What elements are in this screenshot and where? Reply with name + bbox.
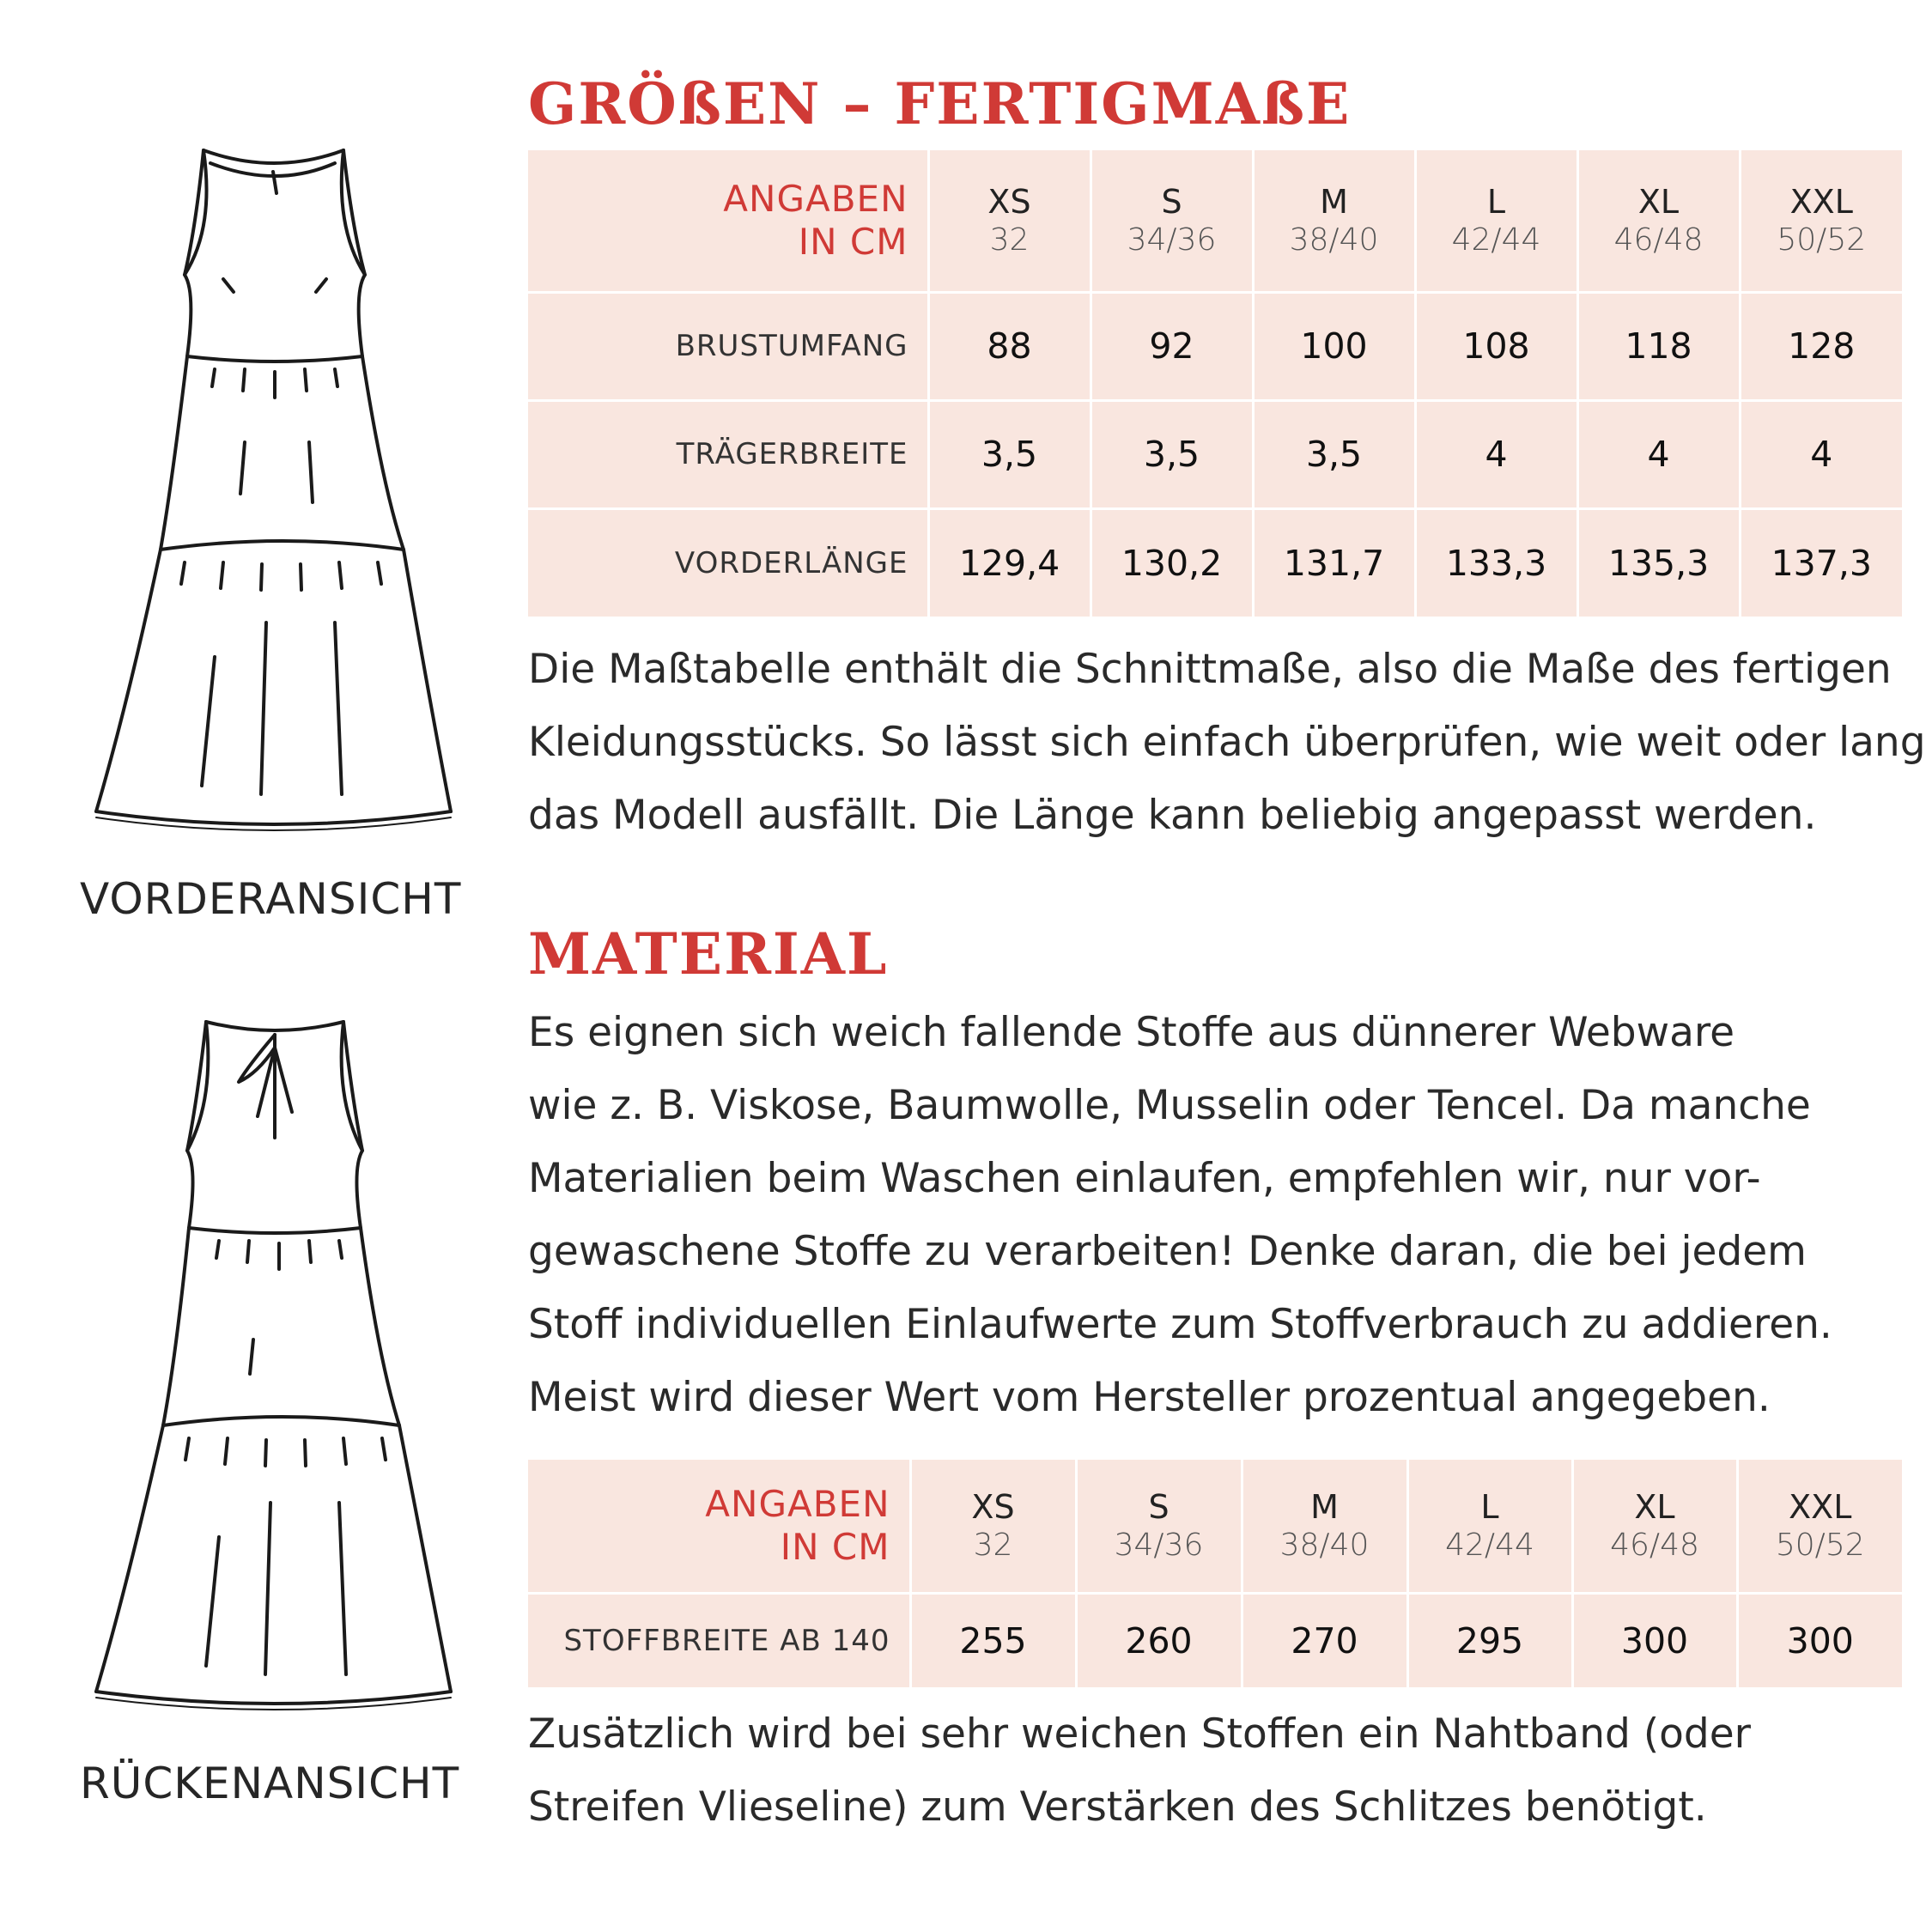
table-cell: 118 bbox=[1577, 292, 1740, 400]
size-column-xl: XL 46/48 bbox=[1572, 1460, 1737, 1593]
size-column-s: S 34/36 bbox=[1091, 150, 1253, 292]
table-row bbox=[528, 508, 1902, 617]
text-line: Es eignen sich weich fallende Stoffe aus dünnerer Webware bbox=[528, 1009, 1735, 1056]
material-heading: MATERIAL bbox=[528, 920, 889, 987]
row-label-brustumfang: BRUSTUMFANG bbox=[528, 292, 928, 400]
text-line: Die Maßtabelle enthält die Schnittmaße, also die Maße des fertigen bbox=[528, 646, 1892, 693]
front-view-caption: VORDERANSICHT bbox=[80, 874, 462, 924]
table-row bbox=[528, 400, 1902, 508]
size-column-l: L 42/44 bbox=[1415, 150, 1577, 292]
table-cell: 300 bbox=[1572, 1593, 1737, 1687]
table-cell: 260 bbox=[1076, 1593, 1242, 1687]
table-header-label: ANGABEN IN CM bbox=[528, 150, 928, 292]
size-column-xs: XS 32 bbox=[928, 150, 1091, 292]
table-cell: 3,5 bbox=[1091, 400, 1253, 508]
table-cell: 255 bbox=[910, 1593, 1076, 1687]
text-line: Kleidungsstücks. So lässt sich einfach überprüfen, wie weit oder lang bbox=[528, 719, 1926, 766]
table-cell: 300 bbox=[1737, 1593, 1902, 1687]
back-view-sketch bbox=[86, 1013, 464, 1726]
table-cell: 92 bbox=[1091, 292, 1253, 400]
table-cell: 135,3 bbox=[1577, 508, 1740, 617]
table-cell: 4 bbox=[1577, 400, 1740, 508]
text-line: Streifen Vlieseline) zum Verstärken des Schlitzes benötigt. bbox=[528, 1783, 1707, 1831]
table-cell: 4 bbox=[1740, 400, 1902, 508]
material-description bbox=[528, 996, 1832, 1434]
text-line: Meist wird dieser Wert vom Hersteller prozentual angegeben. bbox=[528, 1374, 1771, 1421]
table-cell: 128 bbox=[1740, 292, 1902, 400]
table-cell: 88 bbox=[928, 292, 1091, 400]
front-view-sketch bbox=[86, 142, 464, 863]
text-line: Stoff individuellen Einlaufwerte zum Stoffverbrauch zu addieren. bbox=[528, 1301, 1832, 1348]
finished-measurements-table bbox=[528, 150, 1902, 617]
table-cell: 130,2 bbox=[1091, 508, 1253, 617]
sizes-description bbox=[528, 633, 1926, 852]
table-cell: 108 bbox=[1415, 292, 1577, 400]
table-cell: 270 bbox=[1242, 1593, 1407, 1687]
row-label-traegerbreite: TRÄGERBREITE bbox=[528, 400, 928, 508]
table-cell: 295 bbox=[1407, 1593, 1572, 1687]
table-cell: 3,5 bbox=[1253, 400, 1415, 508]
text-line: wie z. B. Viskose, Baumwolle, Musselin oder Tencel. Da manche bbox=[528, 1082, 1811, 1129]
material-footer-note bbox=[528, 1698, 1751, 1844]
text-line: das Modell ausfällt. Die Länge kann beliebig angepasst werden. bbox=[528, 792, 1817, 839]
text-line: gewaschene Stoffe zu verarbeiten! Denke daran, die bei jedem bbox=[528, 1228, 1807, 1275]
table-cell: 133,3 bbox=[1415, 508, 1577, 617]
size-column-xs: XS 32 bbox=[910, 1460, 1076, 1593]
size-column-xxl: XXL 50/52 bbox=[1737, 1460, 1902, 1593]
table-row bbox=[528, 1593, 1902, 1687]
table-header-row bbox=[528, 1460, 1902, 1593]
fabric-requirements-table bbox=[528, 1460, 1902, 1687]
table-cell: 100 bbox=[1253, 292, 1415, 400]
size-column-m: M 38/40 bbox=[1253, 150, 1415, 292]
table-header-row bbox=[528, 150, 1902, 292]
back-view-caption: RÜCKENANSICHT bbox=[80, 1759, 460, 1808]
table-cell: 129,4 bbox=[928, 508, 1091, 617]
table-cell: 137,3 bbox=[1740, 508, 1902, 617]
text-line: Materialien beim Waschen einlaufen, empfehlen wir, nur vor- bbox=[528, 1155, 1761, 1202]
size-column-l: L 42/44 bbox=[1407, 1460, 1572, 1593]
table-cell: 3,5 bbox=[928, 400, 1091, 508]
table-cell: 4 bbox=[1415, 400, 1577, 508]
row-label-stoffbreite: STOFFBREITE AB 140 bbox=[528, 1593, 910, 1687]
sizes-heading: GRÖßEN – FERTIGMAßE bbox=[528, 70, 1352, 137]
table-header-label: ANGABEN IN CM bbox=[528, 1460, 910, 1593]
size-column-xl: XL 46/48 bbox=[1577, 150, 1740, 292]
table-cell: 131,7 bbox=[1253, 508, 1415, 617]
size-column-s: S 34/36 bbox=[1076, 1460, 1242, 1593]
size-column-m: M 38/40 bbox=[1242, 1460, 1407, 1593]
table-row bbox=[528, 292, 1902, 400]
row-label-vorderlaenge: VORDERLÄNGE bbox=[528, 508, 928, 617]
text-line: Zusätzlich wird bei sehr weichen Stoffen ein Nahtband (oder bbox=[528, 1710, 1751, 1758]
size-column-xxl: XXL 50/52 bbox=[1740, 150, 1902, 292]
